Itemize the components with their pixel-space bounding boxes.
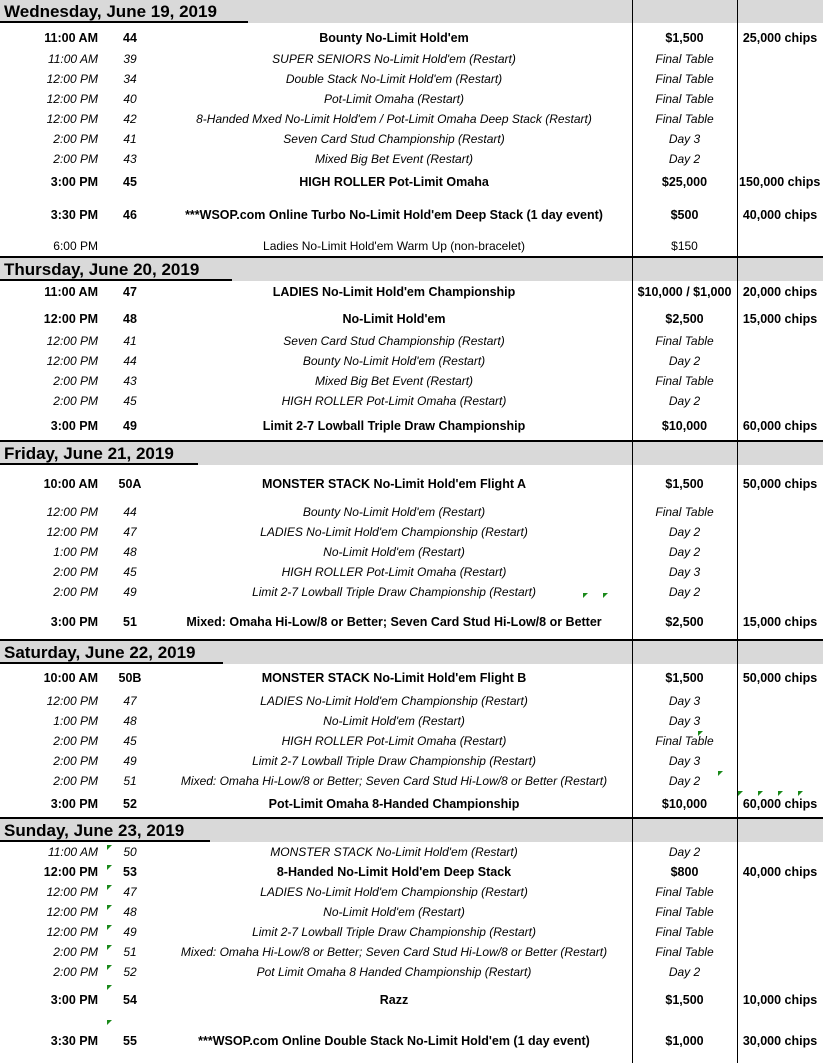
- event-time: 11:00 AM: [44, 285, 98, 299]
- event-name: Limit 2-7 Lowball Triple Draw Championship (Restart): [252, 925, 536, 939]
- event-row: [0, 771, 823, 791]
- event-row: [0, 281, 823, 303]
- event-chips: [737, 502, 823, 522]
- event-number: 49: [123, 419, 137, 433]
- event-number: 47: [123, 285, 137, 299]
- event-buyin: Day 3: [668, 714, 701, 728]
- event-name: LADIES No-Limit Hold'em Championship (Restart): [260, 885, 528, 899]
- event-number: 50B: [118, 671, 142, 685]
- event-row: [0, 902, 823, 922]
- event-time: 11:00 AM: [47, 845, 98, 859]
- event-chips: [737, 109, 823, 129]
- event-number: [104, 236, 156, 256]
- event-name: Seven Card Stud Championship (Restart): [283, 132, 505, 146]
- event-time: 12:00 PM: [46, 505, 98, 519]
- event-time: 2:00 PM: [53, 774, 98, 788]
- event-row: [0, 27, 823, 49]
- event-chips: [737, 331, 823, 351]
- comment-marker-icon: [603, 593, 608, 598]
- event-chips: [737, 731, 823, 751]
- event-buyin: Final Table: [655, 905, 714, 919]
- event-name: Double Stack No-Limit Hold'em (Restart): [285, 72, 503, 86]
- event-chips: 15,000 chips: [742, 312, 818, 326]
- comment-marker-icon: [107, 885, 112, 890]
- event-name: Mixed: Omaha Hi-Low/8 or Better; Seven Card Stud Hi-Low/8 or Better (Restart): [180, 945, 608, 959]
- event-chips: 150,000 chips: [739, 175, 821, 189]
- event-row: [0, 922, 823, 942]
- event-buyin: Final Table: [655, 945, 714, 959]
- comment-marker-icon: [107, 985, 112, 990]
- event-time: 10:00 AM: [43, 671, 98, 685]
- event-name: Limit 2-7 Lowball Triple Draw Championship: [262, 419, 526, 433]
- comment-marker-icon: [738, 791, 743, 796]
- event-row: [0, 149, 823, 169]
- event-time: 2:00 PM: [53, 132, 98, 146]
- event-row: [0, 711, 823, 731]
- event-time: 12:00 PM: [46, 334, 98, 348]
- event-row: [0, 987, 823, 1013]
- event-buyin: Final Table: [655, 885, 714, 899]
- event-chips: 60,000 chips: [742, 419, 818, 433]
- section-divider: [0, 817, 823, 819]
- event-time: 2:00 PM: [53, 374, 98, 388]
- event-chips: [737, 842, 823, 862]
- event-name: No-Limit Hold'em: [342, 312, 446, 326]
- comment-marker-icon: [107, 845, 112, 850]
- comment-marker-icon: [107, 925, 112, 930]
- event-name: MONSTER STACK No-Limit Hold'em Flight A: [261, 477, 527, 491]
- event-chips: [737, 902, 823, 922]
- event-chips: [737, 562, 823, 582]
- section-divider: [0, 256, 823, 258]
- event-row: [0, 522, 823, 542]
- event-number: 39: [123, 52, 137, 66]
- event-name: No-Limit Hold'em (Restart): [323, 905, 465, 919]
- event-name: ***WSOP.com Online Turbo No-Limit Hold'em Deep Stack (1 day event): [185, 208, 603, 222]
- event-chips: [737, 942, 823, 962]
- event-row: [0, 236, 823, 256]
- event-row: [0, 608, 823, 636]
- event-time: 3:00 PM: [50, 175, 98, 189]
- event-name: LADIES No-Limit Hold'em Championship (Restart): [260, 525, 528, 539]
- event-number: 47: [123, 525, 137, 539]
- event-chips: [737, 371, 823, 391]
- event-number: 54: [123, 993, 137, 1007]
- day-header: [0, 442, 823, 465]
- event-buyin: Day 2: [668, 354, 701, 368]
- day-title-underline: [0, 21, 248, 23]
- event-row: [0, 129, 823, 149]
- event-time: 12:00 PM: [46, 925, 98, 939]
- event-name: 8-Handed Mxed No-Limit Hold'em / Pot-Limit Omaha Deep Stack (Restart): [196, 112, 592, 126]
- event-time: 10:00 AM: [43, 477, 98, 491]
- event-number: 47: [123, 694, 137, 708]
- day-title: Wednesday, June 19, 2019: [4, 1, 217, 21]
- event-chips: [737, 522, 823, 542]
- event-buyin: Day 2: [668, 774, 701, 788]
- event-chips: 10,000 chips: [742, 993, 818, 1007]
- event-number: 48: [123, 714, 137, 728]
- column-divider: [632, 0, 633, 1063]
- event-time: 2:00 PM: [53, 585, 98, 599]
- event-buyin: $1,500: [665, 31, 704, 45]
- event-buyin: Day 3: [668, 694, 701, 708]
- event-buyin: $800: [670, 865, 699, 879]
- event-number: 49: [123, 754, 137, 768]
- event-row: [0, 415, 823, 437]
- event-buyin: Day 2: [668, 845, 701, 859]
- day-header: [0, 641, 823, 664]
- event-chips: [737, 351, 823, 371]
- event-chips: [737, 711, 823, 731]
- event-number: 49: [123, 585, 137, 599]
- event-buyin: Day 2: [668, 525, 701, 539]
- day-title: Sunday, June 23, 2019: [4, 820, 185, 840]
- event-time: 3:00 PM: [50, 419, 98, 433]
- comment-marker-icon: [107, 965, 112, 970]
- event-name: No-Limit Hold'em (Restart): [323, 714, 465, 728]
- event-name: Ladies No-Limit Hold'em Warm Up (non-bracelet): [263, 239, 525, 253]
- event-chips: [737, 391, 823, 411]
- event-name: Limit 2-7 Lowball Triple Draw Championship (Restart): [252, 754, 536, 768]
- day-header: [0, 258, 823, 281]
- event-chips: 50,000 chips: [742, 477, 818, 491]
- event-row: [0, 862, 823, 882]
- event-number: 45: [123, 394, 137, 408]
- event-name: Seven Card Stud Championship (Restart): [283, 334, 505, 348]
- event-buyin: $500: [670, 208, 699, 222]
- event-buyin: Final Table: [655, 925, 714, 939]
- event-name: Mixed: Omaha Hi-Low/8 or Better; Seven Card Stud Hi-Low/8 or Better (Restart): [180, 774, 608, 788]
- comment-marker-icon: [758, 791, 763, 796]
- event-time: 3:00 PM: [50, 797, 98, 811]
- event-name: SUPER SENIORS No-Limit Hold'em (Restart): [272, 52, 516, 66]
- comment-marker-icon: [107, 905, 112, 910]
- event-row: [0, 391, 823, 411]
- event-number: 55: [123, 1034, 137, 1048]
- event-chips: 40,000 chips: [742, 865, 818, 879]
- event-row: [0, 962, 823, 982]
- event-name: ***WSOP.com Online Double Stack No-Limit Hold'em (1 day event): [198, 1034, 590, 1048]
- event-time: 2:00 PM: [53, 965, 98, 979]
- event-number: 46: [123, 208, 137, 222]
- event-number: 44: [123, 31, 137, 45]
- event-chips: [737, 236, 823, 256]
- event-time: 12:00 PM: [43, 865, 98, 879]
- comment-marker-icon: [583, 593, 588, 598]
- event-time: 1:00 PM: [53, 545, 98, 559]
- event-time: 2:00 PM: [53, 945, 98, 959]
- event-time: 12:00 PM: [46, 354, 98, 368]
- column-divider: [737, 0, 738, 1063]
- event-number: 41: [123, 132, 137, 146]
- event-row: [0, 882, 823, 902]
- event-buyin: $10,000: [661, 419, 708, 433]
- event-time: 2:00 PM: [53, 734, 98, 748]
- event-name: Mixed Big Bet Event (Restart): [314, 152, 474, 166]
- event-buyin: Final Table: [655, 52, 714, 66]
- event-row: [0, 331, 823, 351]
- day-title-underline: [0, 463, 198, 465]
- event-chips: [737, 149, 823, 169]
- event-row: [0, 49, 823, 69]
- event-time: 12:00 PM: [46, 92, 98, 106]
- event-name: 8-Handed No-Limit Hold'em Deep Stack: [276, 865, 512, 879]
- event-row: [0, 169, 823, 195]
- event-chips: [737, 962, 823, 982]
- event-name: HIGH ROLLER Pot-Limit Omaha (Restart): [281, 734, 507, 748]
- event-row: [0, 751, 823, 771]
- event-buyin: Day 3: [668, 565, 701, 579]
- event-time: 11:00 AM: [44, 31, 98, 45]
- event-row: [0, 667, 823, 689]
- event-buyin: $2,500: [665, 312, 704, 326]
- event-name: HIGH ROLLER Pot-Limit Omaha (Restart): [281, 565, 507, 579]
- event-chips: 25,000 chips: [742, 31, 818, 45]
- event-buyin: $2,500: [665, 615, 704, 629]
- event-buyin: Final Table: [655, 374, 714, 388]
- event-number: 45: [123, 734, 137, 748]
- event-chips: [737, 49, 823, 69]
- event-chips: [737, 129, 823, 149]
- event-time: 12:00 PM: [46, 885, 98, 899]
- event-number: 49: [123, 925, 137, 939]
- event-chips: 40,000 chips: [742, 208, 818, 222]
- event-time: 1:00 PM: [53, 714, 98, 728]
- event-buyin: Day 2: [668, 585, 701, 599]
- day-header: [0, 819, 823, 842]
- comment-marker-icon: [107, 945, 112, 950]
- event-number: 52: [123, 965, 137, 979]
- event-number: 50A: [118, 477, 142, 491]
- event-name: LADIES No-Limit Hold'em Championship (Restart): [260, 694, 528, 708]
- day-title: Saturday, June 22, 2019: [4, 642, 196, 662]
- event-chips: [737, 922, 823, 942]
- event-row: [0, 201, 823, 229]
- event-row: [0, 69, 823, 89]
- event-buyin: Day 2: [668, 545, 701, 559]
- event-time: 2:00 PM: [53, 565, 98, 579]
- event-number: 48: [123, 312, 137, 326]
- section-divider: [0, 639, 823, 641]
- event-name: Pot Limit Omaha 8 Handed Championship (Restart): [256, 965, 532, 979]
- event-time: 11:00 AM: [47, 52, 98, 66]
- event-number: 51: [123, 945, 137, 959]
- event-buyin: $150: [671, 239, 698, 253]
- event-row: [0, 109, 823, 129]
- day-title: Friday, June 21, 2019: [4, 443, 174, 463]
- event-chips: [737, 69, 823, 89]
- event-buyin: $1,500: [665, 993, 704, 1007]
- event-buyin: Day 2: [668, 965, 701, 979]
- event-number: 51: [123, 774, 137, 788]
- event-time: 2:00 PM: [53, 394, 98, 408]
- event-number: 48: [123, 905, 137, 919]
- event-buyin: $10,000: [661, 797, 708, 811]
- section-divider: [0, 440, 823, 442]
- event-buyin: $1,000: [665, 1034, 704, 1048]
- event-chips: 15,000 chips: [742, 615, 818, 629]
- event-row: [0, 562, 823, 582]
- event-chips: 60,000 chips: [742, 797, 818, 811]
- event-chips: [737, 691, 823, 711]
- event-row: [0, 842, 823, 862]
- event-name: Limit 2-7 Lowball Triple Draw Championship (Restart): [252, 585, 536, 599]
- event-time: 12:00 PM: [46, 694, 98, 708]
- comment-marker-icon: [778, 791, 783, 796]
- event-name: Bounty No-Limit Hold'em (Restart): [302, 354, 486, 368]
- event-row: [0, 371, 823, 391]
- event-buyin: Day 2: [668, 394, 701, 408]
- event-name: HIGH ROLLER Pot-Limit Omaha (Restart): [281, 394, 507, 408]
- event-number: 40: [123, 92, 137, 106]
- event-row: [0, 502, 823, 522]
- event-number: 45: [123, 565, 137, 579]
- comment-marker-icon: [718, 771, 723, 776]
- event-buyin: $1,500: [665, 671, 704, 685]
- event-time: 12:00 PM: [46, 72, 98, 86]
- event-chips: [737, 89, 823, 109]
- event-number: 47: [123, 885, 137, 899]
- event-chips: [737, 582, 823, 602]
- event-name: Pot-Limit Omaha 8-Handed Championship: [268, 797, 520, 811]
- day-header: [0, 0, 823, 23]
- event-time: 3:00 PM: [50, 615, 98, 629]
- event-chips: [737, 882, 823, 902]
- event-time: 3:00 PM: [50, 993, 98, 1007]
- event-time: 3:30 PM: [50, 1034, 98, 1048]
- event-number: 50: [123, 845, 137, 859]
- event-number: 43: [123, 152, 137, 166]
- comment-marker-icon: [107, 1020, 112, 1025]
- event-time: 3:30 PM: [50, 208, 98, 222]
- event-row: [0, 89, 823, 109]
- day-title: Thursday, June 20, 2019: [4, 259, 200, 279]
- event-row: [0, 793, 823, 815]
- event-name: Bounty No-Limit Hold'em: [319, 31, 469, 45]
- event-row: [0, 351, 823, 371]
- event-row: [0, 307, 823, 331]
- event-buyin: Day 3: [668, 754, 701, 768]
- event-time: 12:00 PM: [46, 525, 98, 539]
- event-buyin: Day 2: [668, 152, 701, 166]
- event-name: Razz: [379, 993, 409, 1007]
- event-time: 2:00 PM: [53, 754, 98, 768]
- event-time: 12:00 PM: [46, 112, 98, 126]
- event-chips: 30,000 chips: [742, 1034, 818, 1048]
- event-number: 48: [123, 545, 137, 559]
- event-number: 53: [123, 865, 137, 879]
- event-row: [0, 942, 823, 962]
- event-name: MONSTER STACK No-Limit Hold'em (Restart): [270, 845, 518, 859]
- event-time: 2:00 PM: [53, 152, 98, 166]
- comment-marker-icon: [698, 731, 703, 736]
- event-name: HIGH ROLLER Pot-Limit Omaha: [299, 175, 489, 189]
- event-buyin: $25,000: [661, 175, 708, 189]
- event-number: 52: [123, 797, 137, 811]
- event-chips: [737, 771, 823, 791]
- event-name: Mixed: Omaha Hi-Low/8 or Better; Seven Card Stud Hi-Low/8 or Better: [186, 615, 602, 629]
- event-name: Pot-Limit Omaha (Restart): [323, 92, 465, 106]
- event-name: LADIES No-Limit Hold'em Championship: [272, 285, 516, 299]
- comment-marker-icon: [107, 865, 112, 870]
- event-number: 34: [123, 72, 137, 86]
- event-buyin: Final Table: [655, 92, 714, 106]
- event-name: No-Limit Hold'em (Restart): [323, 545, 465, 559]
- event-name: Mixed Big Bet Event (Restart): [314, 374, 474, 388]
- event-buyin: $1,500: [665, 477, 704, 491]
- event-number: 43: [123, 374, 137, 388]
- event-row: [0, 691, 823, 711]
- event-buyin: Final Table: [655, 112, 714, 126]
- event-number: 44: [123, 354, 137, 368]
- event-row: [0, 542, 823, 562]
- event-chips: 50,000 chips: [742, 671, 818, 685]
- event-buyin: Final Table: [655, 734, 714, 748]
- event-name: Bounty No-Limit Hold'em (Restart): [302, 505, 486, 519]
- event-time: 12:00 PM: [43, 312, 98, 326]
- event-row: [0, 582, 823, 602]
- event-number: 51: [123, 615, 137, 629]
- event-number: 42: [123, 112, 137, 126]
- event-name: MONSTER STACK No-Limit Hold'em Flight B: [261, 671, 527, 685]
- event-number: 45: [123, 175, 137, 189]
- event-buyin: Final Table: [655, 72, 714, 86]
- event-buyin: Day 3: [668, 132, 701, 146]
- event-time: 6:00 PM: [53, 239, 98, 253]
- event-chips: [737, 751, 823, 771]
- event-row: [0, 1027, 823, 1055]
- event-buyin: Final Table: [655, 505, 714, 519]
- event-buyin: Final Table: [655, 334, 714, 348]
- event-buyin: $10,000 / $1,000: [637, 285, 732, 299]
- event-row: [0, 470, 823, 498]
- day-title-underline: [0, 662, 223, 664]
- event-chips: [737, 542, 823, 562]
- event-number: 41: [123, 334, 137, 348]
- comment-marker-icon: [798, 791, 803, 796]
- event-number: 44: [123, 505, 137, 519]
- event-time: 12:00 PM: [46, 905, 98, 919]
- event-chips: 20,000 chips: [742, 285, 818, 299]
